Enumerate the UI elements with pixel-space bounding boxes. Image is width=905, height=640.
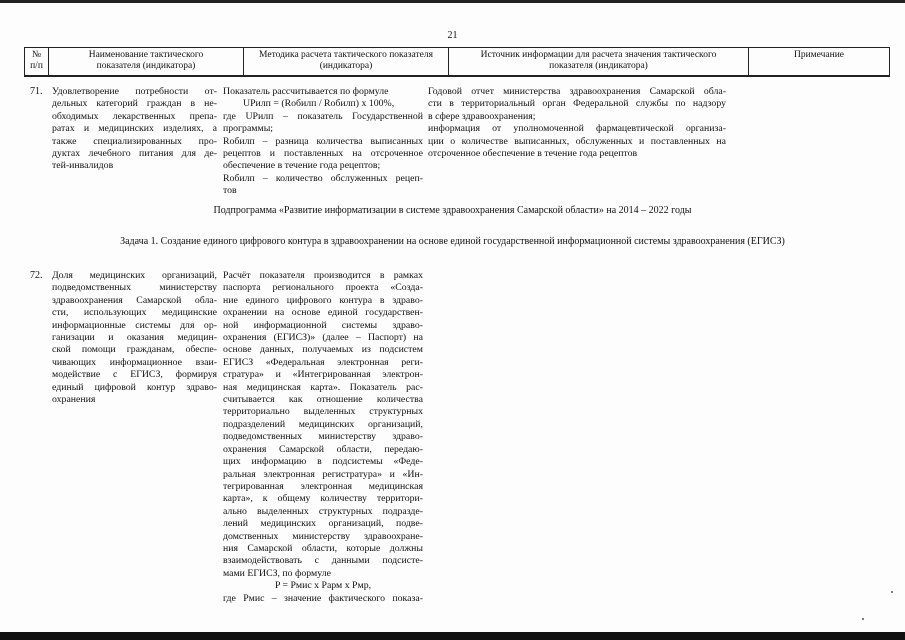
row-72-method-line: ной информационной системы здраво-	[223, 319, 423, 331]
header-col-name-line: показателя (индикатора)	[96, 61, 196, 71]
row-72-method-line: ние единого цифрового контура в здраво-	[223, 294, 423, 306]
scan-speck	[862, 618, 864, 620]
scan-edge-bottom	[0, 632, 905, 640]
row-71-source-line: информация от уполномоченной фармацевтической организа-	[428, 123, 726, 135]
row-71-method	[223, 86, 423, 198]
row-71-name-line: тей-инвалидов	[52, 160, 114, 172]
row-72-name-line: охранения	[52, 394, 96, 406]
header-col-name-line: Наименование тактического	[88, 50, 204, 60]
row-71-source-line: ции о количестве выписанных, обслуженных и поставленных на	[428, 135, 726, 147]
row-72-method-line: считывается как отношение количества	[223, 394, 423, 406]
header-col-num-line: п/п	[30, 61, 43, 71]
row-72-method	[223, 270, 423, 605]
header-col-note-line: Примечание	[793, 50, 845, 60]
row-71-source-line: в сфере здравоохранения;	[428, 110, 536, 122]
table-header	[24, 47, 890, 77]
row-71-source-line: отсроченное обеспечение в течение года рецептов	[428, 148, 638, 160]
row-71-name-line: Удовлетворение потребности от-	[52, 86, 217, 97]
row-72-number: 72.	[30, 270, 43, 281]
row-72-method-line: лений медицинских организаций, подве-	[223, 518, 423, 530]
row-71-name-line: также специализированных про-	[52, 135, 217, 147]
row-71-method-line: тов	[223, 185, 237, 197]
row-72-name-line: Доля медицинских организаций,	[52, 270, 217, 281]
row-72-name-line: здравоохранения Самарской обла-	[52, 294, 217, 306]
scan-speck	[891, 591, 893, 593]
row-71-number: 71.	[30, 86, 43, 97]
row-72-method-line: карта», к общему количеству территори-	[223, 493, 423, 505]
header-col-note	[749, 48, 890, 75]
row-72-method-line: подразделений медицинских организаций,	[223, 418, 423, 430]
scan-edge-top	[0, 0, 905, 3]
row-71-method-line: Rобилп – разница количества выписанных	[223, 135, 423, 147]
header-col-method-line: (индикатора)	[319, 61, 373, 71]
row-72-method-line: мами ЕГИСЗ, по формуле	[223, 567, 331, 579]
row-72-name-line: ской помощи гражданам, обеспе-	[52, 344, 217, 356]
row-72-name-line: модействие с ЕГИСЗ, формируя	[52, 369, 217, 381]
row-71-method-line: Rобилп – количество обслуженных рецеп-	[223, 172, 423, 184]
row-71-source-line: сти в территориальный орган Федеральной службы по надзору	[428, 98, 726, 110]
row-71-source-line: Годовой отчет министерства здравоохранения Самарской обла-	[428, 86, 726, 97]
row-72-method-line: территориально выделенных структурных	[223, 406, 423, 418]
row-72-name-line: ганизации и оказания медицин-	[52, 332, 217, 344]
row-72-name-line: подведомственных министерству	[52, 282, 217, 294]
row-72-method-line: ально выделенных структурных подразде-	[223, 505, 423, 517]
header-col-name	[49, 48, 244, 75]
row-72-method-line: Расчёт показателя производится в рамках	[223, 270, 423, 281]
row-71-name-line: ратах и медицинских изделиях, а	[52, 123, 217, 135]
row-71-name-line: дуктах лечебного питания для де-	[52, 148, 217, 160]
row-72-method-line: ральная электронная регистратура» и «Ин-	[223, 468, 423, 480]
row-72-method-line: стратура» и «Интегрированная электрон-	[223, 369, 423, 381]
row-72-name-line: информационные системы для ор-	[52, 319, 217, 331]
row-71-method-line: рецептов и поставленных на отсроченное	[223, 148, 423, 160]
header-col-method-line: Методика расчета тактического показателя	[259, 50, 433, 60]
row-72-method-line: где Pмис – значение фактического показа-	[223, 592, 423, 604]
header-col-source-line: Источник информации для расчета значения тактического	[480, 50, 717, 60]
row-72-method-line: щих информацию в подсистемы «Феде-	[223, 456, 423, 468]
page-number: 21	[447, 30, 458, 41]
row-72-name-line: чивающих информационное взаи-	[52, 356, 217, 368]
header-col-num-line: №	[31, 50, 42, 60]
row-71-method-line: программы;	[223, 123, 274, 135]
row-72-method-formula: P = Pмис x Pарм x Pмр,	[274, 580, 372, 592]
row-72-method-line: взаимодействовать с данными подсисте-	[223, 555, 423, 567]
header-col-source	[449, 48, 749, 75]
row-71-method-line: где UPилп – показатель Государственной	[223, 110, 423, 122]
row-72-name	[52, 270, 217, 406]
row-72-method-line: тегрированная электронная медицинская	[223, 480, 423, 492]
header-col-source-line: показателя (индикатора)	[549, 61, 648, 71]
row-71-name	[52, 86, 217, 173]
row-71-name-line: дельных категорий граждан в не-	[52, 98, 217, 110]
row-71-source	[428, 86, 726, 160]
subprogram-heading: Подпрограмма «Развитие информатизации в системе здравоохранения Самарской области» на 2014 – 2022 годы	[213, 205, 692, 216]
task-heading: Задача 1. Создание единого цифрового контура в здравоохранении на основе единой государственной информационной системы здравоохранения (ЕГИСЗ)	[120, 236, 785, 247]
row-72-method-line: основе данных, получаемых из подсистем	[223, 344, 423, 356]
row-71-method-line: обеспечение в течение года рецептов;	[223, 160, 381, 172]
row-72-method-line: охранения (ЕГИСЗ)» (далее – Паспорт) на	[223, 332, 423, 344]
row-72-method-line: ния Самарской области, которые должны	[223, 542, 423, 554]
row-71-method-formula: UPилп = (Rобилп / Rобилп) x 100%,	[243, 98, 395, 110]
row-72-method-line: охранения Самарской области, передаю-	[223, 443, 423, 455]
row-72-method-line: паспорта регионального проекта «Созда-	[223, 282, 423, 294]
header-col-num	[24, 48, 49, 75]
row-72-method-line: охранении на основе единой государствен-	[223, 307, 423, 319]
row-71-method-line: Показатель рассчитывается по формуле	[223, 86, 389, 97]
row-72-method-line: ЕГИСЗ «Федеральная электронная реги-	[223, 356, 423, 368]
row-72-method-line: домственных министерству здравоохране-	[223, 530, 423, 542]
row-71-name-line: обходимых лекарственных препа-	[52, 110, 217, 122]
row-72-name-line: сти, использующих медицинские	[52, 307, 217, 319]
row-72-name-line: единый цифровой контур здраво-	[52, 381, 217, 393]
row-72-method-line: подведомственных министерству здраво-	[223, 431, 423, 443]
row-72-method-line: ная медицинская карта». Показатель рас-	[223, 381, 423, 393]
header-col-method	[244, 48, 449, 75]
